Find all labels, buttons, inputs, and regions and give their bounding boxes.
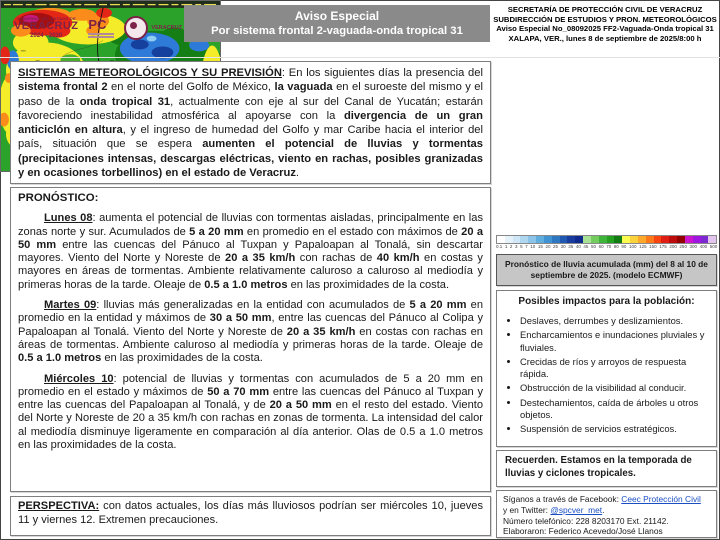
map-caption bbox=[496, 254, 717, 286]
header-logos bbox=[8, 5, 182, 51]
gov-logo-years: 2024 - 2030 bbox=[30, 33, 63, 39]
map-caption-text: Pronóstico de lluvia acumulada (mm) del 8 al 10 de septiembre de 2025. (modelo ECMWF) bbox=[505, 259, 708, 280]
colorbar-cell bbox=[677, 236, 685, 243]
colorbar-cell bbox=[622, 236, 630, 243]
contact-facebook-line: Síganos a través de Facebook: Ceec Protección Civil bbox=[503, 494, 701, 504]
list-item: • Suspensión de servicios estratégicos. bbox=[520, 423, 710, 435]
banner-subtitle: Por sistema frontal 2-vaguada-onda tropical 31 bbox=[211, 24, 463, 37]
colorbar-label: 400 bbox=[699, 245, 708, 250]
colorbar-cell bbox=[513, 236, 521, 243]
colorbar-cell bbox=[591, 236, 599, 243]
colorbar-label: 20 bbox=[545, 245, 551, 250]
colorbar-cell bbox=[661, 236, 669, 243]
pronostico-title: PRONÓSTICO: bbox=[18, 192, 99, 204]
colorbar-label: 80 bbox=[613, 245, 619, 250]
colorbar-cell bbox=[708, 236, 716, 243]
sistemas-paragraph: SISTEMAS METEOROLÓGICOS Y SU PREVISIÓN: En los siguientes días la presencia del sistema frontal 2 en el norte del Golfo de México, la vaguada en el suroeste del mismo y el paso de la onda tropical 31, actualmente con eje al sur del Canal de Yucatán; estarán favoreciendo inestabilidad atmosférica al apoyarse con la divergencia de un gran anticiclón en altura, y el ingreso de humedad del Golfo y mar Caribe hacia el interior del país, situación que se espera aumenten el potencial de lluvias y tormentas (precipitaciones intensas, descargas eléctricas, viento en rachas, posibles granizadas y en ocasiones torbellinos) en el estado de Veracruz. bbox=[18, 67, 483, 180]
impactos-box bbox=[496, 290, 717, 447]
list-item: • Obstrucción de la visibilidad al conducir. bbox=[520, 382, 710, 394]
colorbar-label: 300 bbox=[689, 245, 698, 250]
colorbar-cell bbox=[630, 236, 638, 243]
org-line-aviso-number: Aviso Especial No_08092025 FF2-Vaguada-Onda tropical 31 bbox=[496, 24, 714, 34]
colorbar-cell bbox=[583, 236, 591, 243]
org-line-subdireccion: SUBDIRECCIÓN DE ESTUDIOS Y PRON. METEOROLÓGICOS bbox=[493, 14, 717, 24]
colorbar-cell bbox=[685, 236, 693, 243]
colorbar-label: 30 bbox=[560, 245, 566, 250]
pronostico-lunes-paragraph: Lunes 08: aumenta el potencial de lluvias con tormentas aisladas, principalmente en las zonas norte y sur. Acumulados de 5 a 20 mm en promedio en el estado con máximos de 20 a 50 mm entre las cuencas del Pánuco al Tuxpan y Papaloapan al Tonalá, sin descartar mayores. Viento del Norte y Noreste de 20 a 35 km/h con rachas de 40 km/h en costas y mayores en áreas de tormentas. Ambiente relativamente caluroso a caluroso al mediodía y primeras horas de la tarde. Oleaje de 0.5 a 1.0 metros en las proximidades de la costa. bbox=[18, 212, 484, 291]
org-header bbox=[492, 5, 718, 49]
colorbar-cell bbox=[505, 236, 513, 243]
link[interactable]: @spcver_met bbox=[550, 504, 603, 515]
contact-twitter-line: y en Twitter: @spcver_met. bbox=[503, 504, 605, 515]
recuerden-box bbox=[496, 450, 717, 487]
list-item: • Encharcamientos e inundaciones pluviales y fluviales. bbox=[520, 329, 710, 354]
impactos-list bbox=[503, 315, 710, 436]
colorbar-label: 200 bbox=[669, 245, 677, 250]
pc-logo-text: PC bbox=[88, 17, 107, 33]
list-item: • Crecidas de ríos y arroyos de respuesta rápida. bbox=[520, 356, 710, 381]
veracruz-shield-icon bbox=[8, 10, 9, 46]
seal-label: VERACRUZ bbox=[151, 24, 182, 31]
colorbar-label: 3 bbox=[515, 245, 518, 250]
pc-logo bbox=[88, 18, 114, 38]
pronostico-miercoles-paragraph: Miércoles 10: potencial de lluvias y tormentas con acumulados de 5 a 20 mm en promedio en el estado y máximos de 50 a 70 mm entre las cuencas del Pánuco al Tuxpan y entre las cuencas del Papaloapan al Tonalá, y de 20 a 50 mm en el resto del estado. Viento del Norte y Noreste de 20 a 35 km/h con rachas en zonas de tormenta. La intensidad del calor al mediodía disminuye ligeramente en comparación al día anterior. Olas de 0.5 a 1.0 metros en las proximidades de la costa. bbox=[18, 372, 484, 452]
colorbar-cell bbox=[520, 236, 528, 243]
org-line-date: XALAPA, VER., lunes 8 de septiembre de 2025/8:00 h bbox=[508, 33, 702, 43]
sistemas-meteorologicos-box bbox=[10, 61, 491, 184]
colorbar-cell bbox=[544, 236, 552, 243]
pronostico-martes-paragraph: Martes 09: lluvias más generalizadas en la entidad con acumulados de 5 a 20 mm en promedio en la entidad y máximos de 30 a 50 mm, entre las cuencas del Pánuco al Colipa y Papaloapan al Tonalá. Viento del Norte y Noreste de 20 a 35 km/h en costas con rachas en áreas de tormentas. Ambiente caluroso al mediodía y primeras horas de la tarde. Oleaje de 0.5 a 1.0 metros en las proximidades de la costa. bbox=[18, 299, 484, 365]
colorbar-cell bbox=[552, 236, 560, 243]
colorbar-label: 15 bbox=[537, 245, 543, 250]
header-divider bbox=[0, 57, 720, 58]
colorbar-label: 90 bbox=[621, 245, 627, 250]
gov-logo-top-line: GOBIERNO DEL ESTADO DE bbox=[16, 16, 76, 21]
colorbar-cell bbox=[614, 236, 622, 243]
colorbar-label: 2 bbox=[509, 245, 513, 250]
colorbar-cell bbox=[646, 236, 654, 243]
link[interactable]: Ceec Protección Civil bbox=[621, 494, 701, 504]
colorbar-label: 100 bbox=[628, 245, 637, 250]
list-item: • Deslaves, derrumbes y deslizamientos. bbox=[520, 315, 710, 327]
colorbar-label: 1 bbox=[504, 245, 508, 250]
colorbar-label: 7 bbox=[525, 245, 528, 250]
colorbar-label: 25 bbox=[553, 245, 559, 250]
perspectiva-box bbox=[10, 496, 491, 536]
colorbar-cell bbox=[669, 236, 677, 243]
colorbar-label: 10 bbox=[530, 245, 536, 250]
colorbar-cell bbox=[638, 236, 646, 243]
colorbar-cell bbox=[599, 236, 607, 243]
colorbar-label: 35 bbox=[568, 245, 574, 250]
colorbar-label: 60 bbox=[598, 245, 604, 250]
colorbar-cell bbox=[560, 236, 568, 243]
colorbar-cell bbox=[528, 236, 536, 243]
contact-authors-line: Elaboraron: Federico Acevedo/José Llanos bbox=[503, 526, 663, 537]
colorbar-label: 70 bbox=[606, 245, 612, 250]
colorbar-label: 125 bbox=[639, 245, 647, 250]
contact-box bbox=[496, 490, 717, 538]
colorbar-label: 150 bbox=[649, 245, 657, 250]
colorbar-cell bbox=[607, 236, 615, 243]
colorbar-label: 500 bbox=[709, 245, 718, 250]
title-banner bbox=[184, 5, 490, 42]
colorbar-cell bbox=[536, 236, 544, 243]
contact-phone-line: Número telefónico: 228 8203170 Ext. 21142. bbox=[503, 515, 669, 526]
colorbar-cell bbox=[497, 236, 505, 243]
seal-icon bbox=[124, 16, 148, 40]
colorbar-cell bbox=[701, 236, 709, 243]
gov-logo-text bbox=[14, 17, 78, 39]
colorbar-label: 175 bbox=[659, 245, 667, 250]
colorbar-labels bbox=[496, 245, 717, 250]
impactos-title: Posibles impactos para la población: bbox=[518, 296, 695, 307]
recuerden-text: Recuerden. Estamos en la temporada de lluvias y ciclones tropicales. bbox=[505, 455, 692, 479]
colorbar-label: 50 bbox=[591, 245, 597, 250]
colorbar-cell bbox=[693, 236, 701, 243]
org-line-secretaria: SECRETARÍA DE PROTECCIÓN CIVIL DE VERACRUZ bbox=[507, 5, 703, 14]
colorbar-cell bbox=[654, 236, 662, 243]
colorbar-cells bbox=[496, 235, 717, 244]
banner-title: Aviso Especial bbox=[294, 8, 380, 23]
pronostico-box bbox=[10, 187, 491, 492]
civil-protection-seal bbox=[124, 16, 182, 40]
colorbar-cell bbox=[575, 236, 583, 243]
colorbar-label: 250 bbox=[679, 245, 687, 250]
perspectiva-paragraph: PERSPECTIVA: con datos actuales, los días más lluviosos podrían ser miércoles 10, jueves 11 y viernes 12. Extremen precauciones. bbox=[18, 500, 483, 526]
colorbar-label: 45 bbox=[583, 245, 589, 250]
colorbar-label: 5 bbox=[520, 245, 523, 250]
list-item: • Destechamientos, caída de árboles u otros objetos. bbox=[520, 397, 710, 422]
colorbar-label: 40 bbox=[575, 245, 581, 250]
colorbar-label: 0.1 bbox=[496, 245, 503, 250]
pc-logo-sublines bbox=[88, 33, 114, 38]
colorbar-cell bbox=[567, 236, 575, 243]
gov-logo-name: VERACRUZ bbox=[14, 20, 79, 32]
